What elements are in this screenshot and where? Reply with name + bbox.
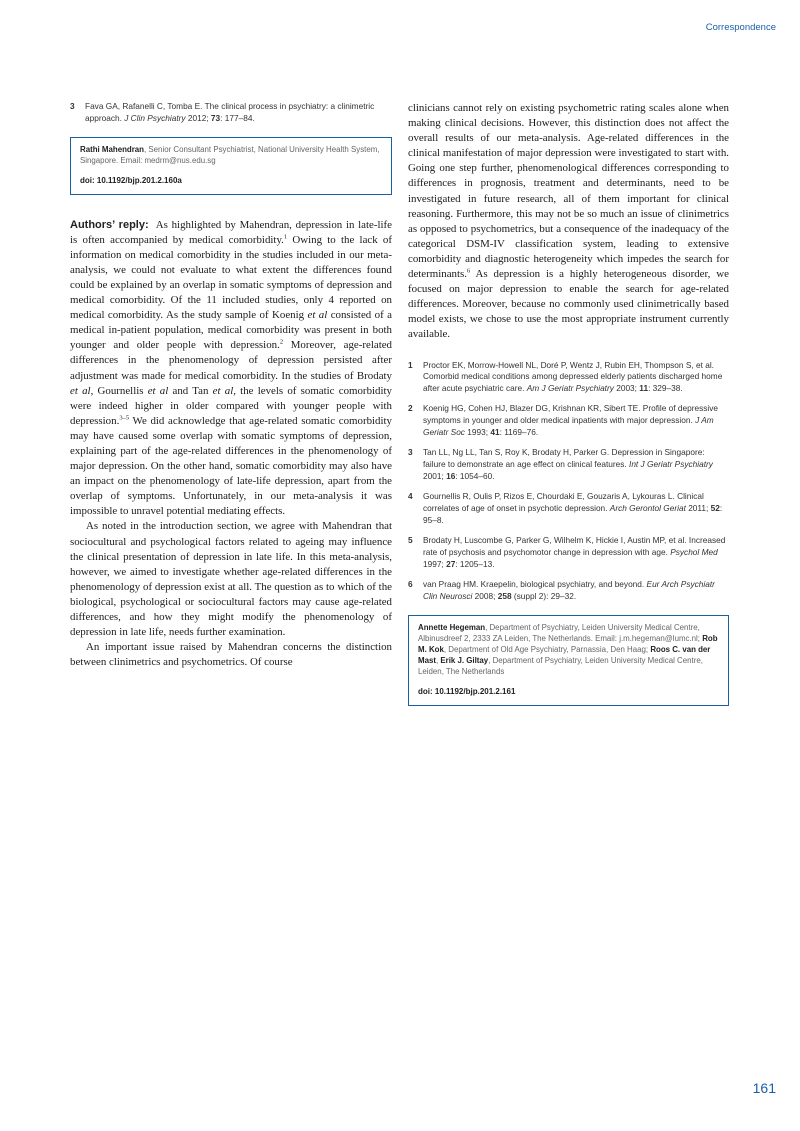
reference-text: Tan LL, Ng LL, Tan S, Roy K, Brodaty H, Parker G. Depression in Singapore: failure to demonstrate an age effect on clinical features. Int J Geriatr Psychiatry 2001; 16: 1054–60. (423, 447, 713, 481)
author-box (408, 615, 729, 706)
author-box (70, 137, 392, 195)
reference-item (408, 403, 729, 438)
reference-number: 6 (408, 578, 413, 589)
author-affiliation: Rathi Mahendran, Senior Consultant Psychiatrist, National University Health System, Singapore. Email: medrm@nus.edu.sg (80, 144, 380, 165)
author-affiliation: Annette Hegeman, Department of Psychiatry, Leiden University Medical Centre, Albinusdreef 2, 2333 ZA Leiden, The Netherlands. Email: j.m.hegeman@lumc.nl; Rob M. Kok, Department of Old Age Psychiatry, Parnassia, Den Haag; Roos C. van der Mast, Erik J. Giltay, Department of Psychiatry, Leiden University Medical Centre, Leiden, The Netherlands (418, 622, 718, 676)
section-header: Correspondence (705, 22, 776, 33)
reference-item (70, 101, 392, 125)
reference-item (408, 579, 729, 603)
author-name: Rathi Mahendran (80, 144, 145, 154)
reply-lead: Authors’ reply: (70, 218, 149, 231)
reference-text: Koenig HG, Cohen HJ, Blazer DG, Krishnan KR, Sibert TE. Profile of depressive symptoms in younger and older medical inpatients with major depression. J Am Geriatr Soc 1993; 41: 1169–76. (423, 403, 718, 437)
reference-text: Gournellis R, Oulis P, Rizos E, Chourdaki E, Gouzaris A, Lykouras L. Clinical correlates of age of onset in psychotic depression. Arch Gerontol Geriat 2011; 52: 95–8. (423, 491, 723, 525)
reference-number: 2 (408, 403, 413, 414)
reference-item (408, 447, 729, 482)
reference-list (408, 360, 729, 603)
reply-paragraph: An important issue raised by Mahendran concerns the distinction between clinimetrics and psychometrics. Of course (70, 641, 392, 669)
reference-text: Fava GA, Rafanelli C, Tomba E. The clinical process in psychiatry: a clinimetric approach. J Clin Psychiatry 2012; 73: 177–84. (85, 101, 375, 123)
reference-text: van Praag HM. Kraepelin, biological psychiatry, and beyond. Eur Arch Psychiatr Clin Neurosci 2008; 258 (suppl 2): 29–32. (423, 578, 715, 601)
reference-number: 3 (408, 447, 413, 458)
author-name: Erik J. Giltay (440, 655, 489, 665)
reference-item (408, 491, 729, 526)
reference-item (408, 535, 729, 570)
left-column (70, 101, 392, 670)
page-number: 161 (752, 1080, 776, 1096)
doi-link[interactable]: doi: 10.1192/bjp.201.2.160a (80, 175, 182, 185)
reference-number: 3 (70, 101, 75, 111)
right-column (408, 101, 729, 706)
reference-text: Proctor EK, Morrow-Howell NL, Doré P, Wentz J, Rubin EH, Thompson S, et al. Comorbid medical conditions among depressed elderly patients discharged home after acute psychiatric care. Am J Geriatr Psychiatry 2003; 11: 329–38. (423, 359, 723, 394)
reference-number: 1 (408, 359, 413, 370)
author-name: Rob M. Kok (418, 633, 718, 654)
reference-item (408, 360, 729, 395)
doi-link[interactable]: doi: 10.1192/bjp.201.2.161 (418, 686, 516, 696)
reference-number: 5 (408, 535, 413, 546)
reply-paragraph-continued: clinicians cannot rely on existing psychometric rating scales alone when making clinical decisions. However, this distinction does not affect the overall results of our meta-analysis. Age-related differences in the clinical manifestation of major depression were investigated to start with. Going one step further, phenomenological differences corresponding to differences in prognosis, treatment and determinants, need to be investigated in future research, all of them important for clinical reasoning. Furthermore, this may not be so much an issue of clinimetrics as opposed to psychometrics, but a consequence of the inadequacy of the categorical DSM-IV classification system, leading to extensive comorbidity and diagnostic heterogeneity which impedes the search for determinants.$^6$ As depression is a highly heterogeneous disorder, we focused on major depression to enable the search for age-related differences. Moreover, because no commonly used clinimetrically based model exists, we chose to use the most appropriate instrument currently available. (408, 102, 729, 341)
author-name: Annette Hegeman (418, 622, 486, 632)
reference-number: 4 (408, 491, 413, 502)
reference-text: Brodaty H, Luscombe G, Parker G, Wilhelm K, Hickie I, Austin MP, et al. Increased rate of psychosis and psychomotor change in depression with age. Psychol Med 1997; 27: 1205–13. (423, 535, 726, 569)
author-name: Roos C. van der Mast (418, 644, 711, 665)
reply-paragraph: As noted in the introduction section, we agree with Mahendran that sociocultural and psychological factors related to ageing may influence the clinical presentation of depression in late life. In this meta-analysis, however, we aimed to investigate whether age-related differences in the phenomenology of depression exist at all. The question as to which of the biological, psychological or sociocultural factors may cause age-related differences, and how they might modify the phenomenology of depression in late life, needs further examination. (70, 520, 392, 639)
reply-paragraph: Authors’ reply: As highlighted by Mahendran, depression in late-life is often accompanied by medical comorbidity.$^1$ Owing to the lack of information on medical comorbidity in the studies included in our meta-analysis, we could not evaluate to what extent the differences found could be explained by an overlap in somatic symptoms of depression and medical comorbidity. Of the 11 included studies, only 4 reported on medical comorbidity. As the study sample of Koenig et al consisted of a medical in-patient population, medical comorbidity was present in both younger and older people with depression.$^2$ Moreover, age-related differences in the phenomenology of depression persisted after adjustment was made for medical comorbidity. In the studies of Brodaty et al, Gournellis et al and Tan et al, the levels of somatic comorbidity were indeed higher in older compared with younger people with depression.$^{3-5}$ We did acknowledge that age-related somatic comorbidity may have caused some overlap with somatic symptoms of depression, explaining part of the age-related differences in the phenomenology of major depression. On the other hand, somatic comorbidity may also have an impact on the phenomenology of late-life depression, apart from the overlap of symptoms. Unfortunately, in our meta-analysis it was impossible to unravel potential mediating effects. (70, 218, 393, 518)
